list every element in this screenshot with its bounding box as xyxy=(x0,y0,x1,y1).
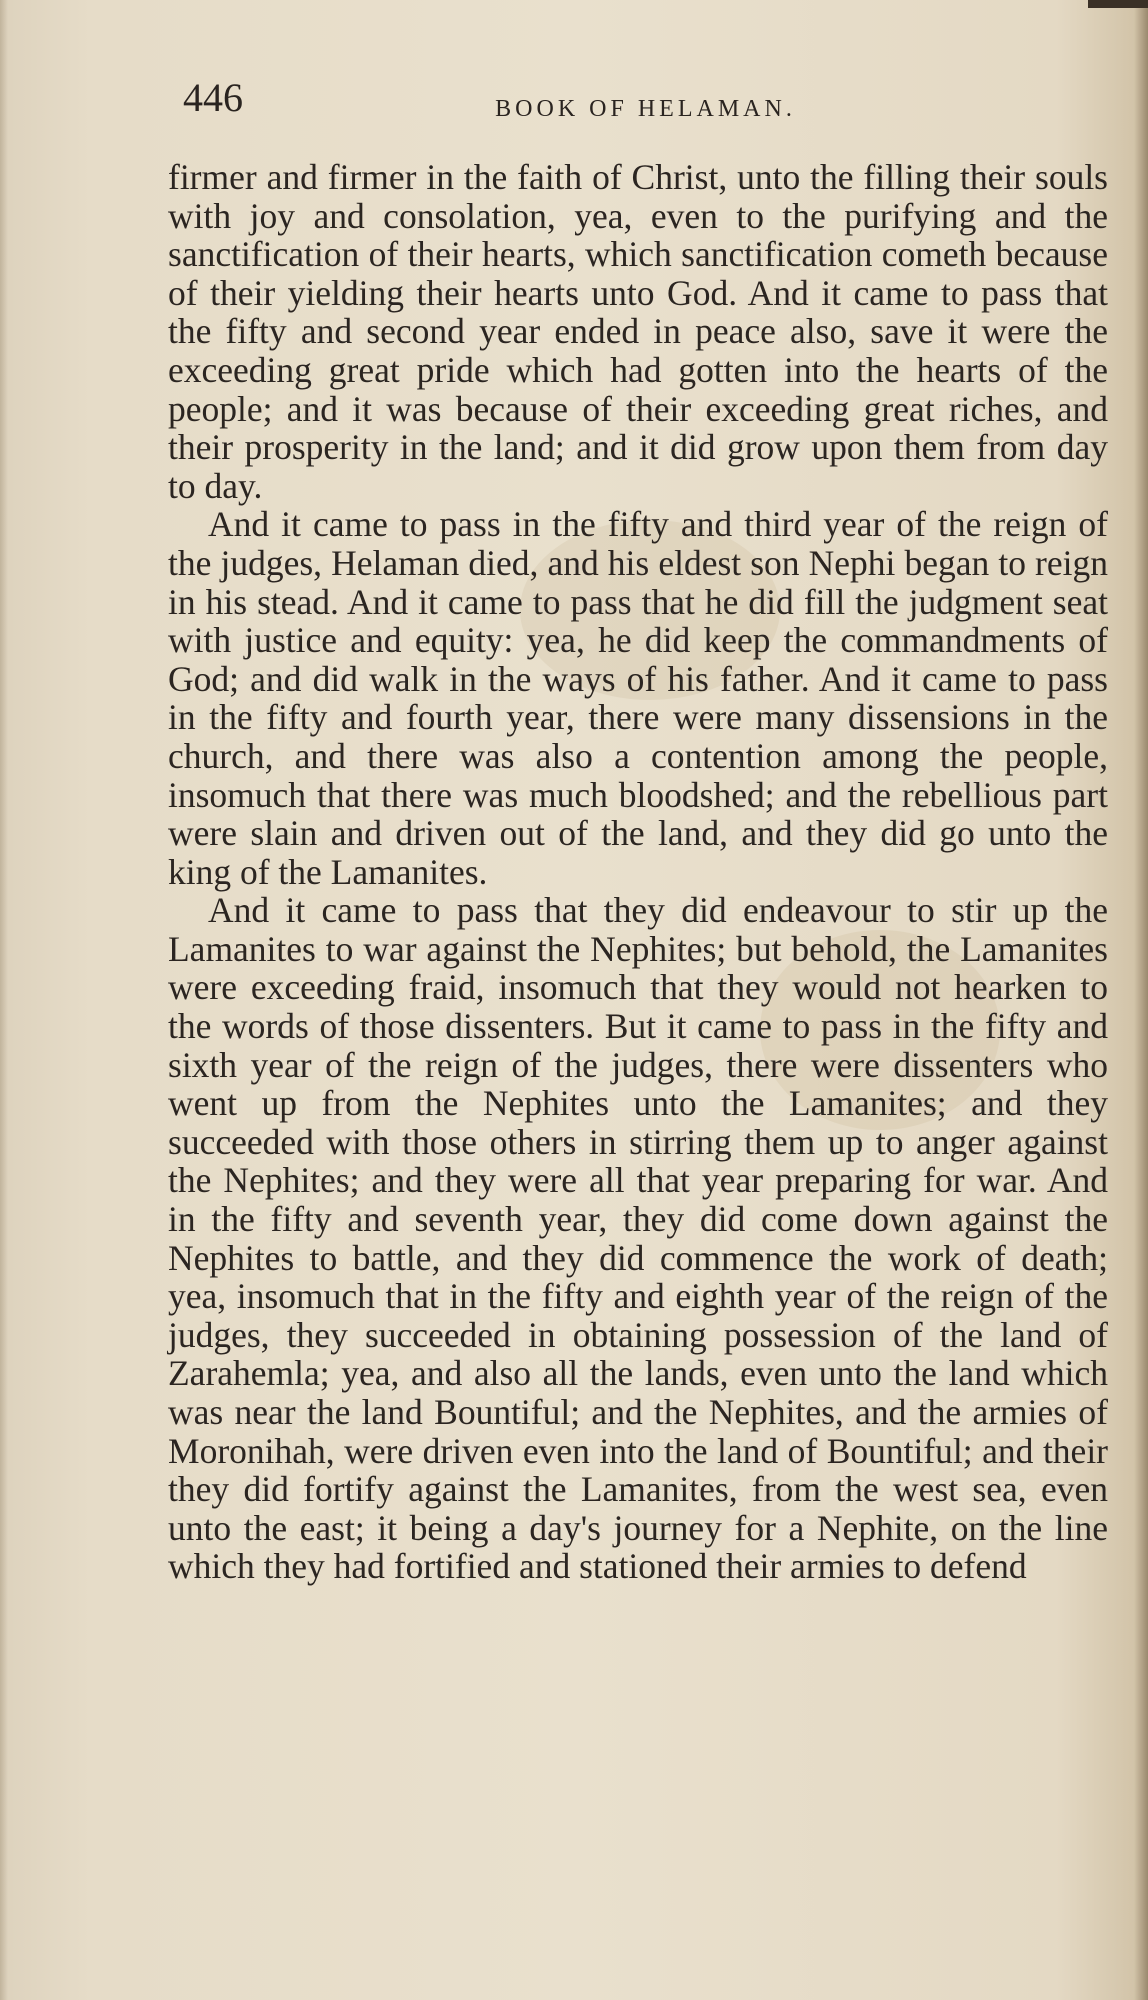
running-title: BOOK OF HELAMAN. xyxy=(495,96,796,122)
paragraph: firmer and firmer in the faith of Christ, unto the filling their souls with joy and consolation, yea, even to the purifying and the sanctification of their hearts, which sanctification cometh because of their yielding their hearts unto God. And it came to pass that the fifty and second year ended in peace also, save it were the exceeding great pride which had gotten into the hearts of the people; and it was because of their exceeding great riches, and their prosperity in the land; and it did grow upon them from day to day. xyxy=(168,157,1108,506)
page-binding-shadow xyxy=(0,0,8,2000)
page-corner-mark xyxy=(1088,0,1148,8)
paragraph: And it came to pass that they did endeavour to stir up the Lamanites to war against the Nephites; but behold, the Lamanites were exceeding fraid, insomuch that they would not hearken to the words of those dissenters. But it came to pass in the fifty and sixth year of the reign of the judges, there were dissenters who went up from the Nephites unto the Lamanites; and they succeeded with those others in stirring them up to anger against the Nephites; and they were all that year preparing for war. And in the fifty and seventh year, they did come down against the Nephites to battle, and they did commence the work of death; yea, insomuch that in the fifty and eighth year of the reign of the judges, they succeeded in obtaining possession of the land of Zarahemla; yea, and also all the lands, even unto the land which was near the land Bountiful; and the Nephites, and the armies of Moronihah, were driven even into the land of Bountiful; and their they did fortify against the Lamanites, from the west sea, even unto the east; it being a day's journey for a Nephite, on the line which they had fortified and stationed their armies to defend xyxy=(168,890,1108,1587)
page-edge-shadow xyxy=(1134,0,1148,2000)
page-number: 446 xyxy=(183,75,243,120)
paragraph: And it came to pass in the fifty and third year of the reign of the judges, Helaman died, and his eldest son Nephi began to reign in his stead. And it came to pass that he did fill the judgment seat with justice and equity: yea, he did keep the commandments of God; and did walk in the ways of his father. And it came to pass in the fifty and fourth year, there were many dissensions in the church, and there was also a contention among the people, insomuch that there was much bloodshed; and the rebellious part were slain and driven out of the land, and they did go unto the king of the Lamanites. xyxy=(168,504,1108,892)
page-header xyxy=(183,74,1108,124)
body-text xyxy=(168,158,1108,1586)
